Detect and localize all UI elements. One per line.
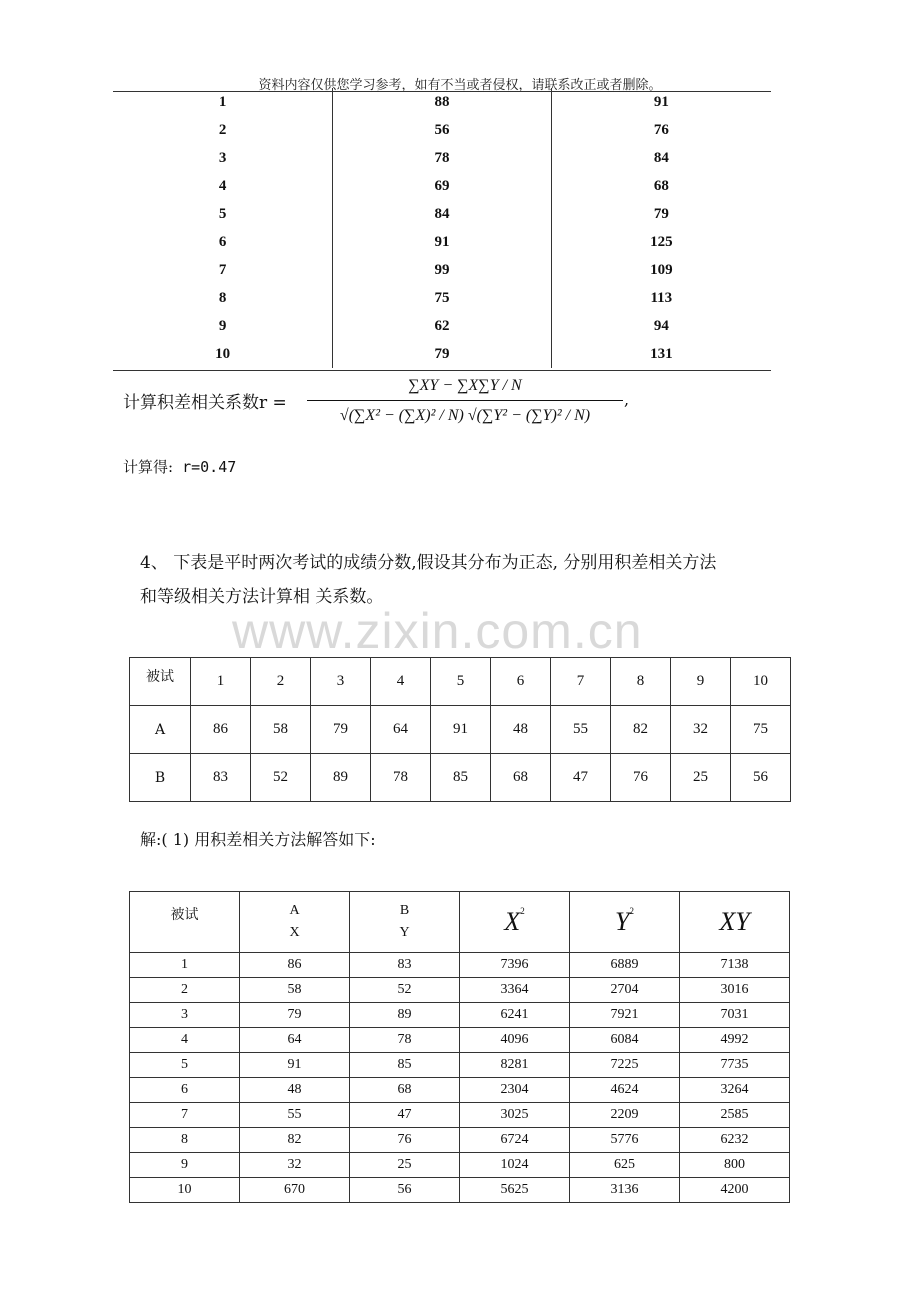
table-cell: 91 [333,228,551,256]
watermark: www.zixin.com.cn [232,603,643,659]
score-cell: 86 [191,706,251,754]
table-cell: 48 [240,1078,350,1103]
table-cell: 6241 [460,1003,570,1028]
table-cell: 625 [570,1153,680,1178]
formula-denominator: √(∑X² − (∑X)² / N) √(∑Y² − (∑Y)² / N) [339,407,591,424]
formula-fraction [307,372,623,431]
table-cell: 3025 [460,1103,570,1128]
table-row [130,754,791,802]
table-cell: 82 [240,1128,350,1153]
subject-number: 10 [731,658,791,706]
table-cell: 8 [130,1128,240,1153]
table-cell: 88 [333,88,551,116]
table-cell: 3016 [680,978,790,1003]
table-row [113,116,771,144]
table-cell: 3 [113,144,333,172]
table-cell: 69 [333,172,551,200]
table-cell: 68 [653,177,669,194]
table-cell: 5776 [570,1128,680,1153]
table-cell: 68 [350,1078,460,1103]
table-cell: 10 [113,340,333,368]
table-row [113,340,771,368]
table-cell: 7031 [680,1003,790,1028]
header-xy: XY [680,892,790,953]
subject-number: 4 [371,658,431,706]
subject-number: 5 [431,658,491,706]
table-row [130,1003,790,1028]
table-cell: 9 [113,312,333,340]
table-cell: 56 [350,1178,460,1203]
table-row [113,284,771,312]
header-x-squared [460,892,570,953]
row-label: B [130,754,191,802]
result-value: r=0.47 [173,458,237,476]
table-cell: 4 [113,172,333,200]
table-cell: 670 [240,1178,350,1203]
score-cell: 56 [731,754,791,802]
table-cell: 7735 [680,1053,790,1078]
computation-table-header [130,892,790,953]
formula-label: 计算积差相关系数r = [123,393,287,413]
score-cell: 82 [611,706,671,754]
table-row [130,1153,790,1178]
table-cell: 6 [113,228,333,256]
table-row [113,256,771,284]
table-cell: 84 [333,200,551,228]
table-cell: 3136 [570,1178,680,1203]
score-cell: 48 [491,706,551,754]
table-row [130,1078,790,1103]
table-cell: 78 [333,144,551,172]
table-cell: 89 [350,1003,460,1028]
table-cell: 9 [130,1153,240,1178]
table-cell: 131 [650,345,673,362]
table-cell: 3264 [680,1078,790,1103]
table-cell: 2209 [570,1103,680,1128]
table-cell: 6724 [460,1128,570,1153]
subject-number: 2 [251,658,311,706]
table-cell: 56 [333,116,551,144]
table-cell: 32 [240,1153,350,1178]
formula-numerator: ∑XY − ∑X∑Y / N [408,377,522,394]
table-cell: 86 [240,953,350,978]
header-subject-label: 被试 [130,658,191,706]
table-cell: 2 [113,116,333,144]
score-cell: 89 [311,754,371,802]
table-cell: 125 [650,233,673,250]
table-row [113,88,771,116]
header-b-y [350,892,460,953]
computation-table [129,891,790,1203]
table-row [130,1128,790,1153]
table-row [113,172,771,200]
header-a-x [240,892,350,953]
table-cell: 79 [333,340,551,368]
table-cell: 6084 [570,1028,680,1053]
table-row [130,1028,790,1053]
table-row [130,1178,790,1203]
score-cell: 47 [551,754,611,802]
formula-comma: , [624,390,630,409]
row-label: A [130,706,191,754]
table-cell: 79 [653,205,669,222]
solution-heading: 解:( 1) 用积差相关方法解答如下: [140,830,376,849]
subject-number: 9 [671,658,731,706]
header-b: B [399,903,410,918]
table-cell: 64 [240,1028,350,1053]
table-cell: 85 [350,1053,460,1078]
table-cell: 78 [350,1028,460,1053]
table-cell: 1024 [460,1153,570,1178]
table-cell: 5625 [460,1178,570,1203]
table-cell: 91 [240,1053,350,1078]
score-cell: 75 [731,706,791,754]
table-cell: 109 [650,261,673,278]
table-row [113,200,771,228]
table-row [130,1053,790,1078]
table-cell: 8281 [460,1053,570,1078]
table-header-row [130,658,791,706]
table-cell: 84 [653,149,669,166]
table-cell: 6232 [680,1128,790,1153]
question-line-2: 和等级相关方法计算相 关系数。 [140,587,384,607]
score-cell: 55 [551,706,611,754]
header-subject: 被试 [130,892,240,953]
table-cell: 76 [350,1128,460,1153]
score-cell: 32 [671,706,731,754]
score-cell: 91 [431,706,491,754]
table-cell: 79 [240,1003,350,1028]
score-cell: 52 [251,754,311,802]
score-table-top [113,88,771,368]
table-cell: 52 [350,978,460,1003]
table-cell: 5 [113,200,333,228]
table-row [113,144,771,172]
table-cell: 6889 [570,953,680,978]
table-cell: 4096 [460,1028,570,1053]
header-a: A [289,903,300,918]
header-y-squared [570,892,680,953]
table-row [130,706,791,754]
table-cell: 7396 [460,953,570,978]
table-cell: 4200 [680,1178,790,1203]
table-cell: 4624 [570,1078,680,1103]
table-cell: 7921 [570,1003,680,1028]
score-cell: 76 [611,754,671,802]
table-cell: 7225 [570,1053,680,1078]
table-cell: 2304 [460,1078,570,1103]
table-cell: 3 [130,1003,240,1028]
table-cell: 7 [113,256,333,284]
table-cell: 62 [333,312,551,340]
header-note: 资料内容仅供您学习参考，如有不当或者侵权，请联系改正或者删除。 [258,78,662,93]
table-cell: 800 [680,1153,790,1178]
table-row [130,978,790,1003]
table-cell: 113 [650,289,673,306]
table-cell: 3364 [460,978,570,1003]
score-cell: 58 [251,706,311,754]
result-line [123,456,236,477]
table-cell: 1 [130,953,240,978]
table-cell: 25 [350,1153,460,1178]
table-cell: 58 [240,978,350,1003]
x2-exponent: 2 [520,906,525,917]
table-cell: 2704 [570,978,680,1003]
table-cell: 1 [113,88,333,116]
question-line-1: 4、 下表是平时两次考试的成绩分数,假设其分布为正态, 分别用积差相关方法 [140,553,717,573]
score-cell: 79 [311,706,371,754]
table-cell: 5 [130,1053,240,1078]
table-row [113,228,771,256]
table-cell: 8 [113,284,333,312]
y2-exponent: 2 [629,906,634,917]
result-label: 计算得: [123,458,174,476]
table-cell: 91 [653,93,669,110]
table-cell: 2585 [680,1103,790,1128]
header-y: Y [399,925,410,940]
table-cell: 94 [653,317,669,334]
table-cell: 99 [333,256,551,284]
subject-number: 8 [611,658,671,706]
table-cell: 2 [130,978,240,1003]
table-row [113,312,771,340]
exam-score-table [129,657,791,802]
subject-number: 7 [551,658,611,706]
table-cell: 6 [130,1078,240,1103]
subject-number: 6 [491,658,551,706]
table-bottom-rule [113,370,771,371]
subject-number: 3 [311,658,371,706]
table-row [130,1103,790,1128]
header-x: X [289,925,300,940]
table-cell: 55 [240,1103,350,1128]
score-cell: 83 [191,754,251,802]
x2-base: X [504,907,521,936]
table-cell: 83 [350,953,460,978]
table-cell: 76 [653,121,669,138]
table-cell: 75 [333,284,551,312]
score-cell: 25 [671,754,731,802]
score-cell: 68 [491,754,551,802]
table-cell: 7 [130,1103,240,1128]
y2-base: Y [615,907,630,936]
score-cell: 64 [371,706,431,754]
score-cell: 78 [371,754,431,802]
table-row [130,953,790,978]
table-cell: 7138 [680,953,790,978]
table-cell: 10 [130,1178,240,1203]
table-cell: 4992 [680,1028,790,1053]
subject-number: 1 [191,658,251,706]
score-cell: 85 [431,754,491,802]
table-cell: 4 [130,1028,240,1053]
table-cell: 47 [350,1103,460,1128]
